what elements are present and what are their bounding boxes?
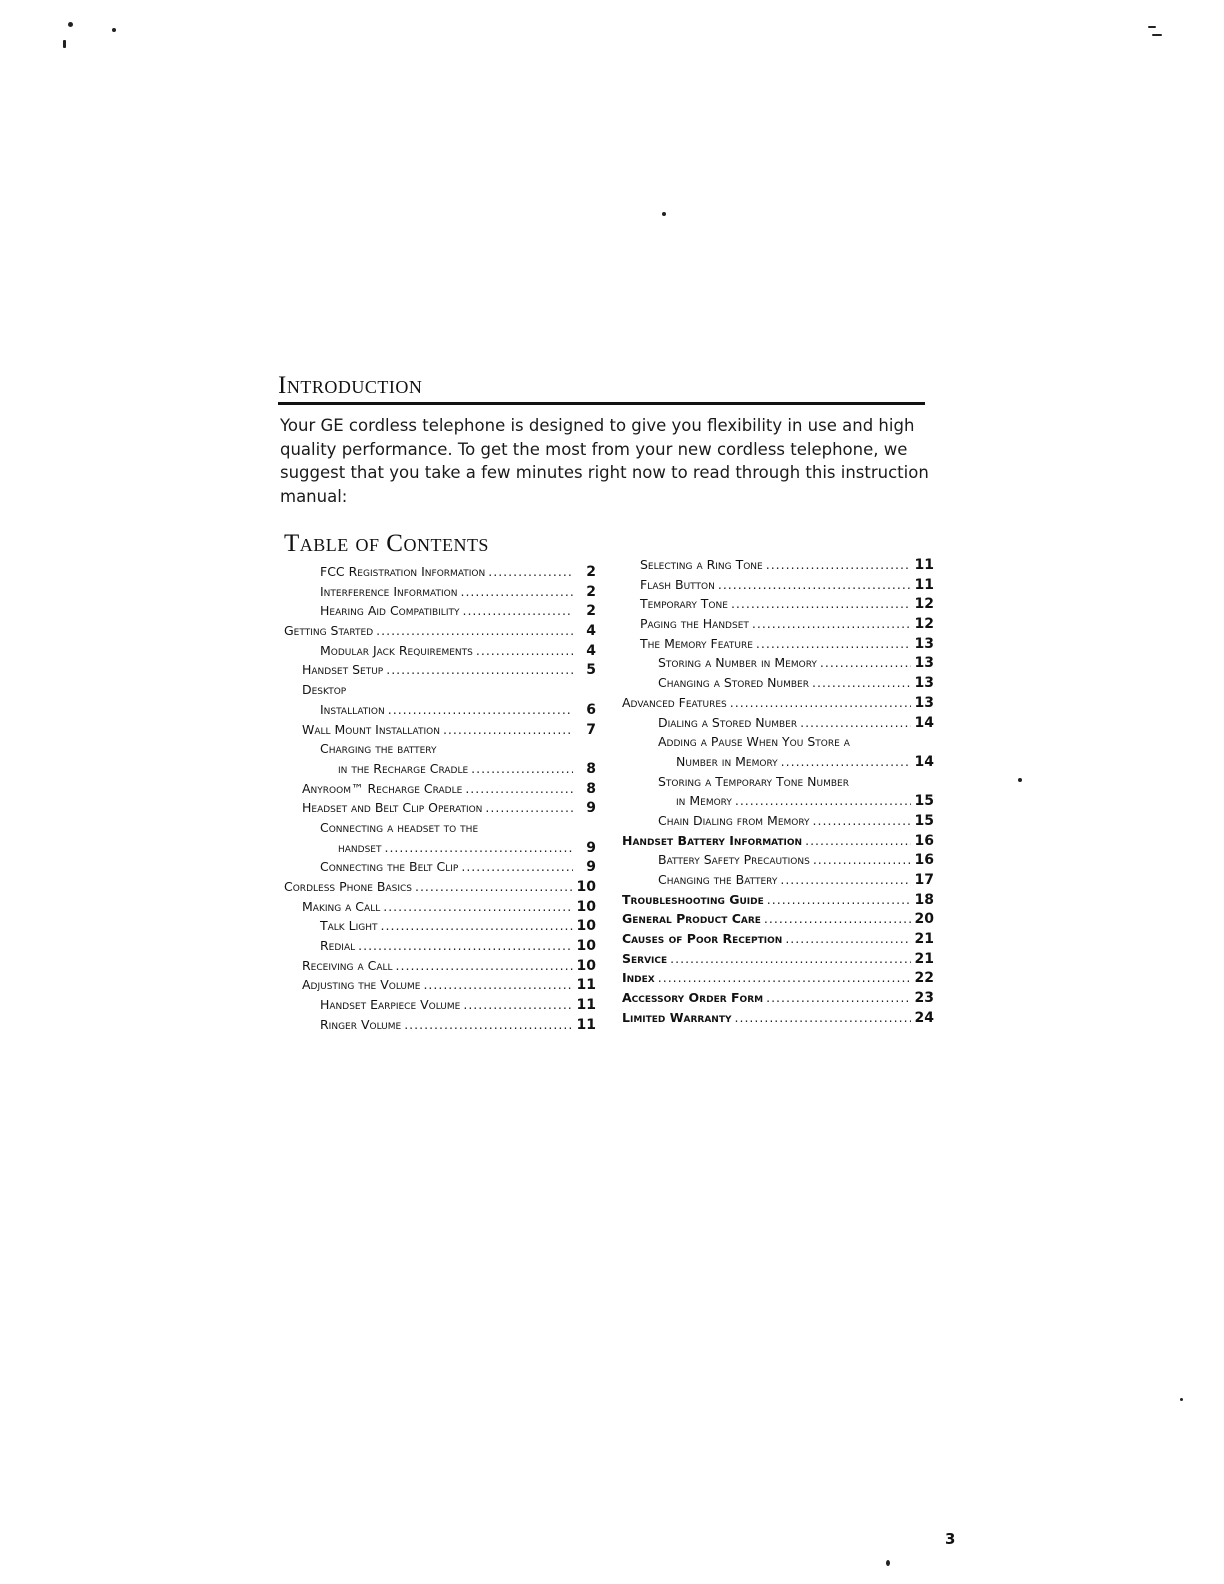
- toc-entry: [284, 997, 596, 1017]
- toc-entry-label: Storing a Number in Memory: [658, 655, 817, 671]
- toc-leader-dots: [767, 892, 911, 907]
- toc-entry-label: The Memory Feature: [640, 635, 753, 651]
- toc-leader-dots: [730, 695, 911, 710]
- toc-entry: [622, 577, 934, 597]
- toc-leader-dots: [800, 715, 911, 730]
- toc-entry-page: 10: [576, 898, 596, 915]
- toc-entry-label: Hearing Aid Compatibility: [320, 603, 460, 619]
- scan-speck: [886, 1560, 890, 1566]
- toc-entry: [622, 813, 934, 833]
- toc-entry-label: Paging the Handset: [640, 616, 749, 632]
- toc-entry-label: Anyroom™ Recharge Cradle: [302, 780, 463, 796]
- toc-entry: [622, 734, 934, 754]
- toc-entry: [622, 695, 934, 715]
- toc-entry-label: Causes of Poor Reception: [622, 931, 783, 947]
- toc-leader-dots: [781, 754, 911, 769]
- toc-entry-page: 12: [914, 616, 934, 633]
- toc-entry-page: 11: [914, 576, 934, 593]
- scan-speck: [1018, 778, 1022, 782]
- toc-entry-page: 24: [914, 1009, 934, 1026]
- toc-entry: [622, 872, 934, 892]
- toc-leader-dots: [476, 643, 573, 658]
- toc-entry-label: Interference Information: [320, 583, 458, 599]
- toc-leader-dots: [718, 577, 911, 592]
- toc-leader-dots: [396, 958, 573, 973]
- toc-entry: [284, 958, 596, 978]
- toc-leader-dots: [423, 977, 573, 992]
- toc-entry-label: Charging the battery: [320, 741, 437, 757]
- toc-entry-label: Making a Call: [302, 898, 381, 914]
- scan-speck: [63, 40, 66, 48]
- toc-entry-label: General Product Care: [622, 911, 761, 927]
- toc-entry: [284, 977, 596, 997]
- toc-entry-label: Handset Battery Information: [622, 832, 803, 848]
- toc-entry: [284, 584, 596, 604]
- toc-leader-dots: [463, 997, 573, 1012]
- toc-entry-page: 14: [914, 753, 934, 770]
- toc-entry-page: 8: [586, 760, 596, 777]
- toc-entry-page: 6: [586, 701, 596, 718]
- toc-entry-label: Handset Setup: [302, 662, 384, 678]
- toc-leader-dots: [785, 931, 911, 946]
- toc-entry: [622, 931, 934, 951]
- toc-entry: [622, 675, 934, 695]
- toc-entry-page: 11: [576, 997, 596, 1014]
- toc-entry-page: 11: [576, 1016, 596, 1033]
- toc-leader-dots: [465, 781, 573, 796]
- toc-entry-label: Desktop: [302, 682, 347, 698]
- toc-leader-dots: [766, 990, 911, 1005]
- scan-speck: [112, 28, 116, 32]
- toc-leader-dots: [462, 603, 573, 618]
- toc-leader-dots: [488, 564, 573, 579]
- scan-speck: [68, 22, 73, 27]
- toc-entry-page: 15: [914, 793, 934, 810]
- toc-entry-page: 13: [914, 675, 934, 692]
- toc-entry-label: Selecting a Ring Tone: [640, 557, 763, 572]
- toc-entry-page: 16: [914, 832, 934, 849]
- toc-entry-page: 18: [914, 891, 934, 908]
- toc-entry-label: FCC Registration Information: [320, 564, 486, 579]
- toc-leader-dots: [813, 813, 911, 828]
- toc-entry: [284, 859, 596, 879]
- toc-entry-page: 9: [586, 859, 596, 876]
- toc-leader-dots: [670, 951, 911, 966]
- toc-leader-dots: [461, 859, 573, 874]
- toc-entry-label: Index: [622, 970, 655, 986]
- toc-entry-label: Headset and Belt Clip Operation: [302, 800, 483, 816]
- toc-entry-label: Cordless Phone Basics: [284, 879, 412, 894]
- toc-entry-label: Temporary Tone: [640, 596, 728, 612]
- toc-entry-page: 9: [586, 839, 596, 856]
- toc-leader-dots: [764, 911, 911, 926]
- toc-right-column: [622, 557, 934, 1030]
- toc-entry-label: Storing a Temporary Tone Number: [658, 773, 849, 789]
- toc-entry: [284, 899, 596, 919]
- toc-entry-page: 2: [586, 583, 596, 600]
- scan-speck: [1180, 1398, 1183, 1401]
- toc-entry-label: Connecting a headset to the: [320, 819, 479, 835]
- toc-entry-page: 11: [576, 977, 596, 994]
- toc-entry: [284, 623, 596, 643]
- toc-entry-page: 12: [914, 596, 934, 613]
- toc-entry-page: 9: [586, 800, 596, 817]
- toc-leader-dots: [384, 840, 573, 855]
- toc-entry-page: 16: [914, 852, 934, 869]
- toc-entry: [284, 603, 596, 623]
- toc-entry: [622, 557, 934, 577]
- toc-entry-label: Adjusting the Volume: [302, 977, 421, 993]
- toc-entry-label: Dialing a Stored Number: [658, 714, 798, 730]
- toc-entry: [622, 911, 934, 931]
- toc-entry-label: Handset Earpiece Volume: [320, 997, 461, 1013]
- toc-entry-label: Receiving a Call: [302, 957, 393, 973]
- toc-leader-dots: [658, 970, 911, 985]
- toc-entry-page: 10: [576, 918, 596, 935]
- toc-entry: [622, 892, 934, 912]
- toc-leader-dots: [381, 918, 573, 933]
- toc-entry-label: Changing the Battery: [658, 872, 778, 887]
- toc-leader-dots: [756, 636, 911, 651]
- toc-entry: [622, 616, 934, 636]
- toc-entry-label: Connecting the Belt Clip: [320, 859, 459, 875]
- toc-leader-dots: [388, 702, 573, 717]
- page-number: 3: [945, 1530, 956, 1548]
- introduction-heading: Introduction: [278, 372, 423, 399]
- toc-leader-dots: [485, 800, 573, 815]
- scan-speck: [1148, 26, 1156, 28]
- toc-entry: [284, 741, 596, 761]
- toc-entry: [622, 990, 934, 1010]
- toc-entry-page: 8: [586, 780, 596, 797]
- toc-entry: [284, 1017, 596, 1037]
- toc-entry-label: Installation: [320, 701, 385, 717]
- toc-entry-page: 10: [576, 957, 596, 974]
- toc-left-column: [284, 564, 596, 1037]
- toc-entry: [284, 938, 596, 958]
- toc-leader-dots: [735, 1010, 912, 1025]
- toc-entry-label: in the Recharge Cradle: [338, 760, 469, 776]
- toc-entry: [622, 833, 934, 853]
- toc-leader-dots: [805, 833, 911, 848]
- toc-entry: [622, 951, 934, 971]
- toc-entry-label: Ringer Volume: [320, 1016, 402, 1032]
- toc-entry-page: 2: [586, 564, 596, 580]
- toc-entry-page: 10: [576, 938, 596, 955]
- toc-entry-label: Flash Button: [640, 576, 715, 592]
- introduction-paragraph: Your GE cordless telephone is designed to give you flexibility in use and high quality performance. To get the most from your new cordless telephone, we suggest that you take a few minutes right now to read through this instruction manual:: [280, 416, 929, 506]
- toc-leader-dots: [376, 623, 573, 638]
- toc-leader-dots: [471, 761, 573, 776]
- toc-entry: [284, 564, 596, 584]
- toc-entry: [284, 820, 596, 840]
- toc-entry-page: 13: [914, 694, 934, 711]
- scan-speck: [662, 212, 666, 216]
- toc-entry: [622, 636, 934, 656]
- toc-entry-label: Limited Warranty: [622, 1009, 732, 1025]
- toc-entry-page: 15: [914, 812, 934, 829]
- toc-leader-dots: [820, 655, 911, 670]
- toc-entry-label: Battery Safety Precautions: [658, 852, 810, 868]
- toc-entry: [622, 754, 934, 774]
- toc-entry: [284, 879, 596, 899]
- toc-entry-label: Wall Mount Installation: [302, 721, 440, 737]
- toc-leader-dots: [812, 675, 911, 690]
- toc-entry-label: Accessory Order Form: [622, 990, 764, 1006]
- toc-entry: [622, 1010, 934, 1030]
- toc-leader-dots: [443, 722, 573, 737]
- toc-entry-label: Changing a Stored Number: [658, 675, 810, 691]
- toc-entry-page: 21: [914, 950, 934, 967]
- toc-leader-dots: [735, 793, 911, 808]
- toc-entry-page: 5: [586, 662, 596, 679]
- toc-entry: [622, 596, 934, 616]
- toc-entry: [284, 702, 596, 722]
- toc-entry-page: 4: [586, 642, 596, 659]
- toc-leader-dots: [766, 557, 911, 572]
- toc-entry-label: Adding a Pause When You Store a: [658, 734, 850, 750]
- toc-entry-label: Redial: [320, 938, 356, 954]
- toc-leader-dots: [731, 596, 911, 611]
- toc-entry: [622, 970, 934, 990]
- toc-entry: [284, 918, 596, 938]
- toc-entry-page: 13: [914, 655, 934, 672]
- toc-entry-label: Troubleshooting Guide: [622, 891, 764, 907]
- toc-heading: Table of Contents: [284, 530, 489, 557]
- toc-entry-label: Modular Jack Requirements: [320, 642, 473, 658]
- toc-entry-page: 4: [586, 623, 596, 640]
- toc-entry-label: Service: [622, 950, 668, 966]
- toc-entry: [622, 715, 934, 735]
- toc-entry: [622, 774, 934, 794]
- toc-entry: [284, 761, 596, 781]
- toc-entry-page: 20: [914, 911, 934, 928]
- toc-entry-page: 14: [914, 714, 934, 731]
- toc-entry-label: Number in Memory: [676, 753, 778, 769]
- toc-leader-dots: [404, 1017, 573, 1032]
- toc-entry-page: 23: [914, 990, 934, 1007]
- toc-entry-label: handset: [338, 839, 382, 855]
- toc-entry: [284, 662, 596, 682]
- toc-leader-dots: [752, 616, 911, 631]
- toc-leader-dots: [780, 872, 911, 887]
- toc-entry-page: 7: [586, 721, 596, 738]
- toc-leader-dots: [813, 852, 911, 867]
- toc-entry-page: 17: [914, 872, 934, 888]
- toc-entry: [284, 722, 596, 742]
- toc-leader-dots: [358, 938, 573, 953]
- toc-entry: [622, 793, 934, 813]
- toc-leader-dots: [415, 879, 573, 894]
- toc-entry-page: 21: [914, 931, 934, 948]
- toc-entry: [284, 643, 596, 663]
- toc-leader-dots: [383, 899, 573, 914]
- toc-entry: [622, 852, 934, 872]
- toc-entry: [622, 655, 934, 675]
- heading-rule: [278, 402, 925, 405]
- toc-entry-page: 2: [586, 603, 596, 620]
- toc-entry: [284, 840, 596, 860]
- toc-entry-label: Getting Started: [284, 623, 374, 639]
- toc-entry: [284, 781, 596, 801]
- toc-entry-page: 11: [914, 557, 934, 573]
- toc-entry-label: Talk Light: [320, 918, 378, 934]
- scan-speck: [1152, 34, 1162, 36]
- toc-entry-label: in Memory: [676, 793, 732, 809]
- toc-entry-page: 10: [576, 879, 596, 895]
- toc-leader-dots: [460, 584, 573, 599]
- toc-entry: [284, 800, 596, 820]
- toc-leader-dots: [386, 662, 573, 677]
- toc-entry: [284, 682, 596, 702]
- toc-entry-page: 22: [914, 970, 934, 987]
- toc-entry-label: Advanced Features: [622, 694, 727, 710]
- toc-entry-page: 13: [914, 635, 934, 652]
- toc-entry-label: Chain Dialing from Memory: [658, 812, 810, 828]
